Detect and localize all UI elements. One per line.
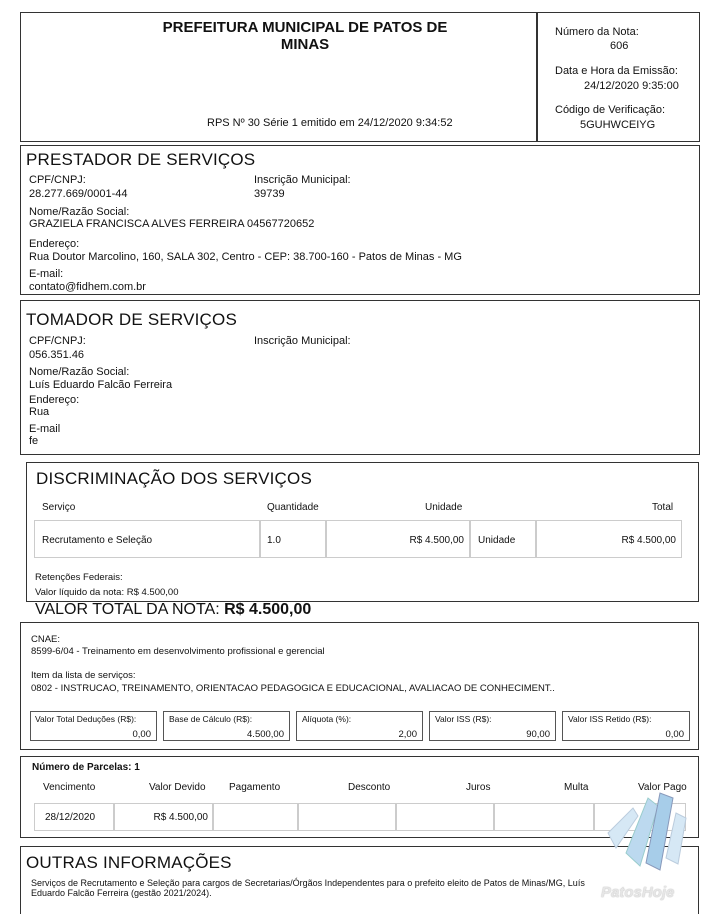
valor-total [35,601,311,619]
col-juros: Juros [466,782,491,793]
page-title: PREFEITURA MUNICIPAL DE PATOS DE MINAS [162,19,448,53]
col-quantidade-header: Quantidade [267,502,319,513]
base-calculo-value: 4.500,00 [247,729,284,740]
data-emissao-value: 24/12/2020 9:35:00 [584,80,679,92]
servico-value: Recrutamento e Seleção [42,535,153,546]
col-valor-devido: Valor Devido [149,782,206,793]
cnae-label: CNAE: [31,634,61,645]
desconto-cell [298,803,396,831]
col-unidade-header: Unidade [425,502,463,513]
multa-cell [494,803,594,831]
watermark-text: PatosHoje [601,884,675,901]
prestador-nome-value: GRAZIELA FRANCISCA ALVES FERREIRA 04567720652 [29,218,315,230]
retencoes-label: Retenções Federais: [35,572,123,583]
valor-total-value: R$ 4.500,00 [224,601,312,618]
tomador-endereco-value: Rua [29,406,50,418]
tomador-title: TOMADOR DE SERVIÇOS [26,310,237,329]
outras-text-1: Serviços de Recrutamento e Seleção para cargos de Secretarias/Órgãos Independentes para o prefeito eleito de Patos de Minas/MG, Luís [31,878,585,888]
tomador-email-label: E-mail [29,423,61,435]
juros-cell [396,803,494,831]
col-servico-header: Serviço [42,502,76,513]
valor-liquido: Valor líquido da nota: R$ 4.500,00 [35,587,179,598]
prestador-cpf-label: CPF/CNPJ: [29,174,86,186]
valor-total-label: VALOR TOTAL DA NOTA: [35,601,220,618]
parcelas-title: Número de Parcelas: 1 [32,762,140,773]
col-multa: Multa [564,782,589,793]
prestador-email-value: contato@fidhem.com.br [29,281,146,293]
quantidade-value: 1.0 [267,535,281,546]
col-vencimento: Vencimento [43,782,96,793]
patoshoje-logo-icon [598,778,698,878]
tomador-nome-value: Luís Eduardo Falcão Ferreira [29,379,173,391]
pagamento-cell [213,803,298,831]
iss-retido-value: 0,00 [665,729,684,740]
prestador-im-label: Inscrição Municipal: [254,174,351,186]
valor-iss-label: Valor ISS (R$): [435,714,492,724]
tomador-im-label: Inscrição Municipal: [254,335,351,347]
cnae-value: 8599-6/04 - Treinamento em desenvolvimento profissional e gerencial [31,646,325,657]
prestador-cpf-value: 28.277.669/0001-44 [29,188,128,200]
data-emissao-label: Data e Hora da Emissão: [555,65,678,77]
deducoes-label: Valor Total Deduções (R$): [35,714,137,724]
tomador-cpf-value: 056.351.46 [29,349,85,361]
outras-title: OUTRAS INFORMAÇÕES [26,853,232,872]
prestador-title: PRESTADOR DE SERVIÇOS [26,150,256,169]
prestador-im-value: 39739 [254,188,285,200]
aliquota-value: 2,00 [398,729,417,740]
aliquota-label: Alíquota (%): [302,714,352,724]
vencimento-value: 28/12/2020 [45,812,96,823]
prestador-endereco-label: Endereço: [29,238,80,250]
valor-devido-value: R$ 4.500,00 [153,812,208,823]
discriminacao-title: DISCRIMINAÇÃO DOS SERVIÇOS [36,469,312,488]
deducoes-value: 0,00 [132,729,151,740]
tomador-nome-label: Nome/Razão Social: [29,366,130,378]
tomador-endereco-label: Endereço: [29,394,80,406]
unidade-value: Unidade [478,535,516,546]
col-desconto: Desconto [348,782,391,793]
prestador-nome-label: Nome/Razão Social: [29,206,130,218]
tomador-email-value: fe [29,435,39,447]
total-value: R$ 4.500,00 [621,535,676,546]
codigo-verificacao-label: Código de Verificação: [555,104,666,116]
outras-text-2: Eduardo Falcão Ferreira (gestão 2021/2024). [31,888,212,898]
codigo-verificacao-value: 5GUHWCEIYG [580,119,656,131]
valor-iss-value: 90,00 [526,729,550,740]
numero-nota-value: 606 [610,40,629,52]
col-pagamento: Pagamento [229,782,281,793]
item-lista-value: 0802 - INSTRUCAO, TREINAMENTO, ORIENTACAO PEDAGOGICA E EDUCACIONAL, AVALIACAO DE CONHECIMENT.. [31,683,555,694]
item-lista-label: Item da lista de serviços: [31,670,136,681]
valor-unit-value: R$ 4.500,00 [409,535,464,546]
tomador-cpf-label: CPF/CNPJ: [29,335,86,347]
base-calculo-label: Base de Cálculo (R$): [169,714,253,724]
prestador-endereco-value: Rua Doutor Marcolino, 160, SALA 302, Centro - CEP: 38.700-160 - Patos de Minas - MG [29,251,462,263]
header-divider [536,12,538,142]
iss-retido-label: Valor ISS Retido (R$): [568,714,652,724]
col-valor-pago: Valor Pago [638,782,687,793]
col-total-header: Total [652,502,674,513]
rps-info: RPS Nº 30 Série 1 emitido em 24/12/2020 9:34:52 [207,117,453,129]
numero-nota-label: Número da Nota: [555,26,639,38]
prestador-email-label: E-mail: [29,268,64,280]
